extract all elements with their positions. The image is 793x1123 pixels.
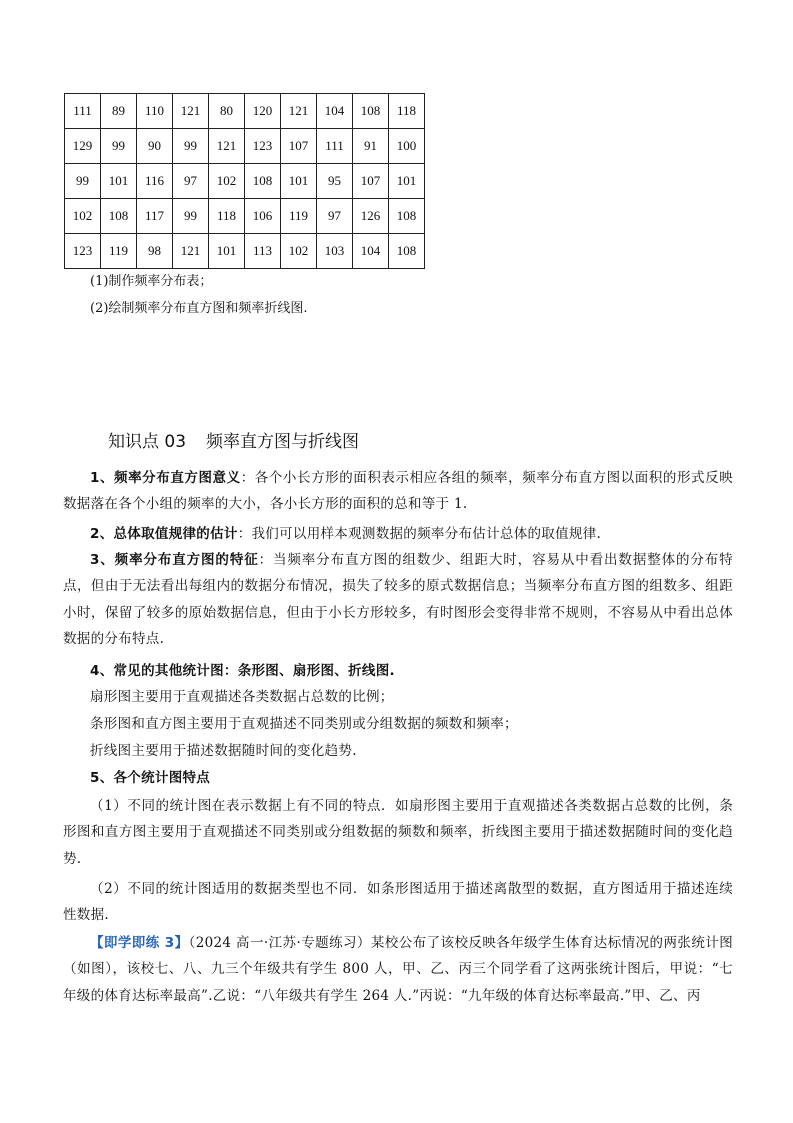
table-cell: 99 [173,129,209,164]
question-1: (1)制作频率分布表； [90,274,213,289]
point-3-text: ：当频率分布直方图的组数少、组距大时，容易从中看出数据整体的分布特点，但由于无法看出每组内的数据分布情况，损失了较多的原式数据信息；当频率分布直方图的组数多、组距小时，保留了较多的原始数据信息，但由于小长方形较多，有时图形会变得非常不规则，不容易从中看出总体数据的分布特点. [63,552,733,648]
table-cell: 121 [209,129,245,164]
point-2-text: ：我们可以用样本观测数据的频率分布估计总体的取值规律. [237,526,602,542]
point-4-c: 折线图主要用于描述数据随时间的变化趋势. [90,743,357,759]
exercise-text: （2024 高一·江苏·专题练习）某校公布了该校反映各年级学生体育达标情况的两张统计图（如图），该校七、八、九三个年级共有学生 800 人，甲、乙、丙三个同学看了这两张统计图后，甲说：“七年级的体育达标率最高”.乙说：“八年级共有学生 264 人.”丙说：“九年级的体育达标率最高.”甲、乙、丙 [63,935,733,1004]
table-cell: 111 [65,94,101,129]
point-2-label: 2、总体取值规律的估计 [90,526,238,542]
table-cell: 107 [353,164,389,199]
table-cell: 117 [137,199,173,234]
table-cell: 118 [389,94,425,129]
point-4-a: 扇形图主要用于直观描述各类数据占总数的比例； [90,689,394,705]
point-4-heading [90,658,395,684]
point-4-b: 条形图和直方图主要用于直观描述不同类别或分组数据的频数和频率； [90,716,518,732]
table-cell: 102 [209,164,245,199]
question-2: (2)绘制频率分布直方图和频率折线图. [90,301,308,316]
point-1 [63,465,733,518]
table-cell: 103 [317,234,353,269]
table-cell: 97 [317,199,353,234]
table-cell: 100 [389,129,425,164]
table-cell: 121 [281,94,317,129]
table-cell: 104 [317,94,353,129]
table-cell: 99 [65,164,101,199]
table-cell: 121 [173,94,209,129]
table-cell: 126 [353,199,389,234]
table-row [65,234,425,269]
table-row [65,129,425,164]
table-cell: 80 [209,94,245,129]
table-cell: 107 [281,129,317,164]
data-table [64,93,425,269]
table-cell: 123 [65,234,101,269]
table-cell: 119 [281,199,317,234]
table-cell: 110 [137,94,173,129]
table-cell: 129 [65,129,101,164]
table-cell: 102 [65,199,101,234]
table-cell: 90 [137,129,173,164]
table-cell: 99 [173,199,209,234]
point-4-label: 4、常见的其他统计图：条形图、扇形图、折线图. [90,663,395,679]
table-cell: 101 [389,164,425,199]
table-cell: 99 [101,129,137,164]
table-cell: 101 [101,164,137,199]
section-heading [108,430,359,454]
table-row [65,94,425,129]
point-5-label: 5、各个统计图特点 [90,770,211,786]
table-cell: 91 [353,129,389,164]
table-cell: 118 [209,199,245,234]
table-cell: 108 [389,234,425,269]
table-row [65,199,425,234]
table-cell: 101 [281,164,317,199]
table-cell: 120 [245,94,281,129]
data-table-body [65,94,425,269]
point-5-a: （1）不同的统计图在表示数据上有不同的特点．如扇形图主要用于直观描述各类数据占总数的比例，条形图和直方图主要用于直观描述不同类别或分组数据的频数和频率，折线图主要用于描述数据随时间的变化趋势. [63,798,733,867]
table-cell: 98 [137,234,173,269]
point-5-b: （2）不同的统计图适用的数据类型也不同．如条形图适用于描述离散型的数据，直方图适用于描述连续性数据. [63,881,733,924]
table-row [65,164,425,199]
section-title: 频率直方图与折线图 [206,432,360,452]
table-cell: 116 [137,164,173,199]
table-cell: 111 [317,129,353,164]
exercise-tag: 【即学即练 3】 [90,935,189,951]
table-cell: 89 [101,94,137,129]
point-3 [63,547,733,653]
table-cell: 108 [389,199,425,234]
table-cell: 108 [245,164,281,199]
table-cell: 113 [245,234,281,269]
table-cell: 104 [353,234,389,269]
table-cell: 119 [101,234,137,269]
point-2 [63,521,733,547]
table-cell: 108 [101,199,137,234]
point-1-text: ：各个小长方形的面积表示相应各组的频率，频率分布直方图以面积的形式反映数据落在各个小组的频率的大小，各小长方形的面积的总和等于 1. [63,470,733,513]
point-5-heading [90,765,210,791]
table-cell: 121 [173,234,209,269]
table-cell: 95 [317,164,353,199]
section-number: 知识点 03 [108,432,187,452]
table-cell: 123 [245,129,281,164]
table-cell: 97 [173,164,209,199]
table-cell: 101 [209,234,245,269]
exercise-3 [63,930,733,1009]
table-cell: 108 [353,94,389,129]
table-cell: 106 [245,199,281,234]
point-3-label: 3、频率分布直方图的特征 [90,552,259,568]
point-1-label: 1、频率分布直方图意义 [90,470,241,486]
table-cell: 102 [281,234,317,269]
